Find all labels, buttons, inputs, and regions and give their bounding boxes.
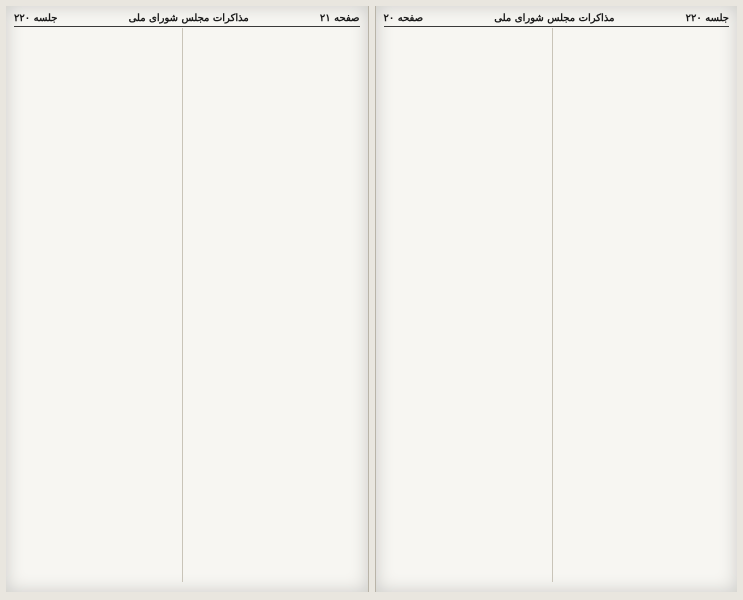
journal-title-left: مذاکرات مجلس شورای ملی (128, 12, 249, 24)
page-21 (6, 6, 369, 592)
session-number-left: جلسه ۲۲۰ (14, 12, 58, 24)
text-columns-right (386, 28, 728, 582)
session-number-right: جلسه ۲۲۰ (685, 12, 729, 24)
page-number-right: صفحه ۲۰ (383, 12, 424, 24)
column-left (386, 28, 553, 582)
page-number-left: صفحه ۲۱ (319, 12, 360, 24)
page-20 (375, 6, 738, 592)
page-header-left (14, 10, 360, 27)
column-right (561, 28, 727, 582)
page-header-right (384, 10, 730, 27)
journal-title-right: مذاکرات مجلس شورای ملی (494, 12, 615, 24)
text-columns-left (16, 28, 358, 582)
column-right (191, 28, 357, 582)
column-left (16, 28, 183, 582)
